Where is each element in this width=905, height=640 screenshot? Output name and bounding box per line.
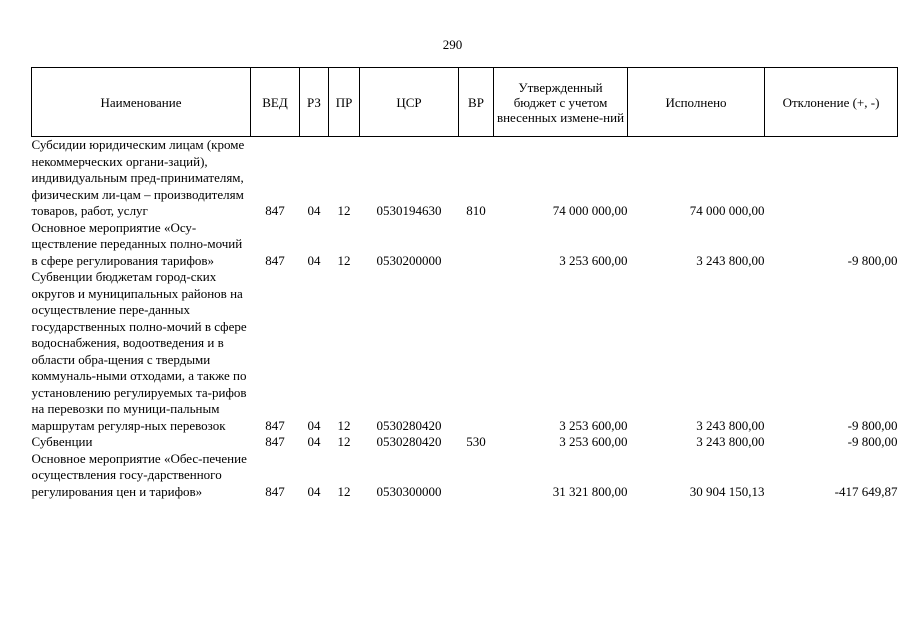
row-name: Основное мероприятие «Осу-ществление переданных полно-мочий в сфере регулирования тарифов» xyxy=(31,219,243,268)
row-approved: 31 321 800,00 xyxy=(552,483,628,499)
row-rz: 04 xyxy=(307,252,321,268)
row-vr xyxy=(459,220,494,270)
header-vr: ВР xyxy=(459,68,494,137)
row-pr: 12 xyxy=(337,203,351,218)
header-name: Наименование xyxy=(32,68,251,137)
header-pr: ПР xyxy=(329,68,360,137)
table-header xyxy=(32,68,898,137)
row-deviation: -9 800,00 xyxy=(847,434,898,449)
row-approved: 3 253 600,00 xyxy=(559,417,628,433)
row-ved: 847 xyxy=(265,252,285,268)
row-pr: 12 xyxy=(337,252,351,268)
row-vr xyxy=(459,451,494,501)
row-ved: 847 xyxy=(265,483,285,499)
row-csr: 0530280420 xyxy=(376,434,442,449)
header-executed: Исполнено xyxy=(628,68,765,137)
header-rz: РЗ xyxy=(300,68,329,137)
row-name: Субвенции xyxy=(31,434,93,449)
row-pr: 12 xyxy=(337,434,351,449)
row-csr: 0530280420 xyxy=(376,417,442,433)
row-rz: 04 xyxy=(307,483,321,499)
row-executed: 74 000 000,00 xyxy=(689,203,765,218)
table-row xyxy=(32,137,898,220)
row-rz: 04 xyxy=(307,434,321,449)
row-rz: 04 xyxy=(307,203,321,218)
table-row xyxy=(32,269,898,434)
row-executed: 3 243 800,00 xyxy=(696,434,765,449)
budget-table xyxy=(31,67,898,500)
row-deviation xyxy=(765,137,898,220)
row-name: Субсидии юридическим лицам (кроме некоммерческих органи-заций), индивидуальным пред-принимателям, физическим ли-цам – производителям товаров, работ, услуг xyxy=(31,137,245,218)
row-approved: 74 000 000,00 xyxy=(552,203,628,218)
table-row xyxy=(32,434,898,451)
row-rz: 04 xyxy=(307,417,321,433)
row-deviation: -9 800,00 xyxy=(847,252,898,268)
row-deviation: -417 649,87 xyxy=(834,483,898,499)
header-ved: ВЕД xyxy=(251,68,300,137)
row-ved: 847 xyxy=(265,434,285,449)
row-approved: 3 253 600,00 xyxy=(559,252,628,268)
row-executed: 3 243 800,00 xyxy=(696,417,765,433)
header-approved: Утвержденный бюджет с учетом внесенных измене-ний xyxy=(494,68,628,137)
table-row xyxy=(32,220,898,270)
row-executed: 3 243 800,00 xyxy=(696,252,765,268)
row-name: Субвенции бюджетам город-ских округов и муниципальных районов на осуществление пере-данных государственных полно-мочий в сфере водоснабжения, водоотведения и в области обра-щения с твердыми коммуналь-ными отходами, а также по установлению регулируемых та-рифов на перевозки по муници-пальным маршрутам регуляр-ных перевозок xyxy=(31,269,247,433)
row-name: Основное мероприятие «Обес-печение осуществления госу-дарственного регулирования цен и тарифов» xyxy=(31,450,247,499)
row-executed: 30 904 150,13 xyxy=(689,483,765,499)
table-row xyxy=(32,451,898,501)
row-deviation: -9 800,00 xyxy=(847,417,898,433)
row-csr: 0530300000 xyxy=(376,483,442,499)
row-approved: 3 253 600,00 xyxy=(559,434,628,449)
row-vr: 810 xyxy=(466,203,486,218)
row-csr: 0530200000 xyxy=(376,252,442,268)
header-deviation: Отклонение (+, -) xyxy=(765,68,898,137)
row-ved: 847 xyxy=(265,203,285,218)
page-number: 290 xyxy=(442,37,463,52)
row-vr: 530 xyxy=(466,434,486,449)
row-vr xyxy=(459,269,494,434)
row-csr: 0530194630 xyxy=(376,203,442,218)
row-ved: 847 xyxy=(265,417,285,433)
row-pr: 12 xyxy=(337,417,351,433)
table-body xyxy=(32,137,898,501)
row-pr: 12 xyxy=(337,483,351,499)
header-csr: ЦСР xyxy=(360,68,459,137)
